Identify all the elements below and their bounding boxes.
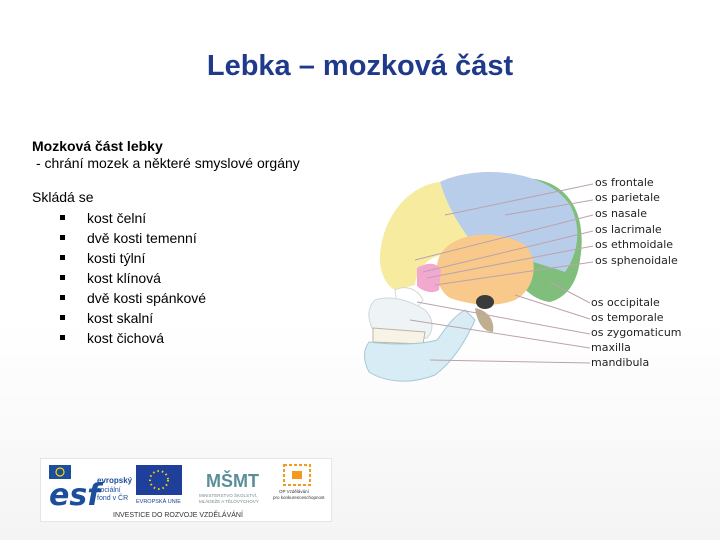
- bone-list-item-text: kost skalní: [87, 310, 154, 326]
- slide-title: Lebka – mozková část: [206, 50, 514, 82]
- label-os-frontale: os frontale: [595, 176, 654, 189]
- bullet-icon: [60, 315, 65, 320]
- eu-flag: [136, 465, 182, 495]
- bone-list-item-text: dvě kosti temenní: [87, 230, 197, 246]
- eu-logo: [136, 465, 182, 505]
- esf-wordmark: esf: [49, 478, 101, 513]
- msmt-caption-1: MINISTERSTVO ŠKOLSTVÍ,: [199, 493, 258, 498]
- label-os-nasale: os nasale: [595, 207, 647, 220]
- bone-list-item-text: kosti týlní: [87, 250, 146, 266]
- bullet-icon: [60, 335, 65, 340]
- esf-caption-2: sociální: [97, 487, 121, 494]
- leader-line: [430, 360, 590, 363]
- bullet-icon: [60, 215, 65, 220]
- funding-strip-text: INVESTICE DO ROZVOJE VZDĚLÁVÁNÍ: [113, 512, 243, 519]
- bone-list-item-text: kost čelní: [87, 210, 147, 226]
- msmt-mark: MŠMT: [206, 471, 259, 491]
- funding-logo-strip: [40, 458, 332, 522]
- bullet-icon: [60, 255, 65, 260]
- label-os-zygomaticum: os zygomaticum: [591, 326, 682, 339]
- bone-list-item: [32, 328, 362, 348]
- esf-logo: [49, 465, 133, 513]
- bone-list-item-text: kost klínová: [87, 270, 161, 286]
- bone-list-item: [32, 228, 362, 248]
- msmt-caption-2: MLÁDEŽE A TĚLOVÝCHOVY: [199, 499, 259, 504]
- op-square: [292, 471, 302, 479]
- msmt-logo: [199, 470, 259, 504]
- label-os-lacrimale: os lacrimale: [595, 223, 662, 236]
- bone-list-item-text: kost čichová: [87, 330, 165, 346]
- esf-caption-1: evropský: [97, 476, 133, 485]
- eu-caption: EVROPSKÁ UNIE: [136, 499, 181, 505]
- op-caption-1: OP Vzdělávání: [279, 489, 309, 494]
- skull-illustration: [355, 160, 695, 390]
- bullet-icon: [60, 275, 65, 280]
- temporal-bone: [437, 235, 534, 305]
- op-logo: [273, 465, 325, 500]
- section-heading: Mozková část lebky: [32, 138, 163, 154]
- body-text: [32, 138, 362, 348]
- bone-list-item: [32, 268, 362, 288]
- label-maxilla: maxilla: [591, 341, 631, 354]
- section-subline: - chrání mozek a některé smyslové orgány: [36, 155, 300, 171]
- bone-list-item: [32, 248, 362, 268]
- funding-logos: [41, 459, 331, 521]
- bone-list-item: [32, 208, 362, 228]
- label-os-temporale: os temporale: [591, 311, 664, 324]
- bone-list: [32, 208, 362, 348]
- mastoid: [475, 308, 493, 332]
- leader-line: [417, 302, 590, 334]
- esf-flag: [49, 465, 71, 479]
- label-os-occipitale: os occipitale: [591, 296, 660, 309]
- label-os-sphenoidale: os sphenoidale: [595, 254, 678, 267]
- label-mandibula: mandibula: [591, 356, 650, 369]
- label-os-ethmoidale: os ethmoidale: [595, 238, 674, 251]
- bullet-icon: [60, 295, 65, 300]
- op-caption-2: pro konkurenceschopnost: [273, 495, 325, 500]
- label-os-parietale: os parietale: [595, 191, 660, 204]
- ear-opening: [476, 295, 494, 309]
- composed-of-label: Skládá se: [32, 189, 94, 205]
- esf-caption-3: fond v ČR: [97, 495, 129, 502]
- bone-list-item-text: dvě kosti spánkové: [87, 290, 207, 306]
- bullet-icon: [60, 235, 65, 240]
- bone-list-item: [32, 288, 362, 308]
- bone-list-item: [32, 308, 362, 328]
